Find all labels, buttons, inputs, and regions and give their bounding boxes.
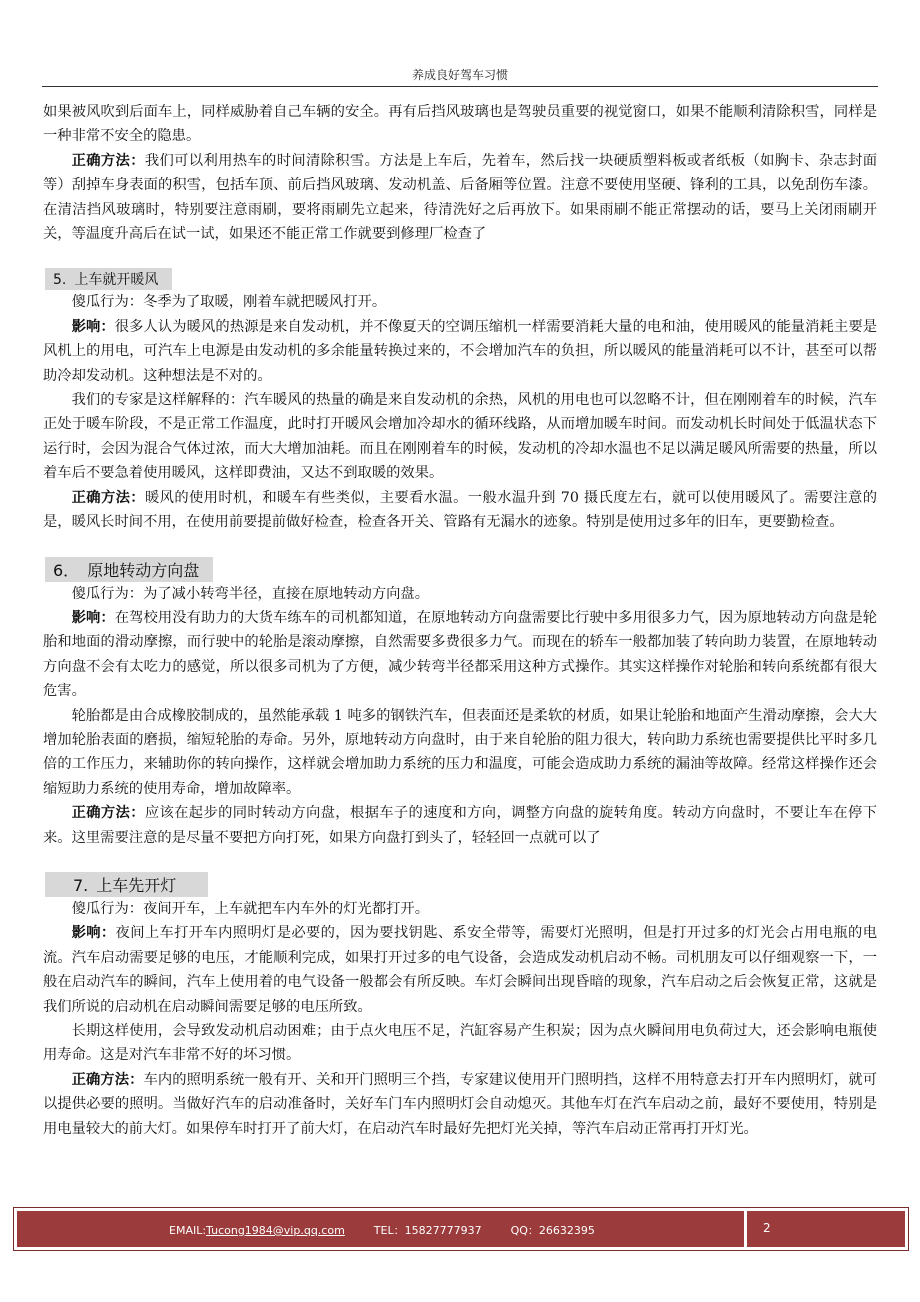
document-title: 养成良好驾车习惯: [411, 68, 508, 82]
intro-method-paragraph: [43, 149, 877, 247]
behavior-paragraph: 傻瓜行为：为了减小转弯半径，直接在原地转动方向盘。: [71, 585, 430, 602]
qq-number: QQ：26632395: [510, 1224, 595, 1237]
footer-bar: [17, 1211, 905, 1247]
page-header: [42, 66, 878, 87]
section-heading-6: [45, 557, 213, 582]
method-label: 正确方法：: [71, 805, 145, 822]
behavior-paragraph: 傻瓜行为：冬季为了取暖，刚着车就把暖风打开。: [71, 294, 387, 311]
behavior-paragraph: 傻瓜行为：夜间开车，上车就把车内车外的灯光都打开。: [71, 900, 430, 917]
impact-paragraph: [43, 921, 877, 1019]
method-label: 正确方法：: [71, 152, 145, 169]
method-label: 正确方法：: [71, 1071, 144, 1088]
email-link[interactable]: Tucong1984@vip.qq.com: [206, 1224, 345, 1237]
footer-divider: [744, 1211, 747, 1247]
section-heading-7: [45, 872, 208, 897]
section-heading-5: [45, 268, 172, 290]
method-paragraph: [43, 801, 877, 850]
impact-paragraph: [43, 315, 877, 388]
page-number: 2: [763, 1221, 771, 1235]
section-number: 7.: [73, 875, 89, 895]
impact-label: 影响：: [71, 318, 115, 335]
impact-label: 影响：: [71, 925, 116, 942]
phone-number: TEL：15827777937: [373, 1224, 482, 1237]
section-title: 上车就开暖风: [74, 272, 159, 289]
impact-text: 夜间上车打开车内照明灯是必要的，因为要找钥匙、系安全带等，需要灯光照明，但是打开过多的灯光会占用电瓶的电流。汽车启动需要足够的电压，才能顺利完成，如果打开过多的电气设备，会造成发动机启动不畅。司机朋友可以仔细观察一下，一般在启动汽车的瞬间，汽车上使用着的电气设备一般都会有所反映。车灯会瞬间出现昏暗的现象，汽车启动之后会恢复正常，这就是我们所说的启动机在启动瞬间需要足够的电压所致。: [43, 925, 877, 1015]
explanation-paragraph: 长期这样使用，会导致发动机启动困难；由于点火电压不足，汽缸容易产生积炭；因为点火瞬间用电负荷过大，还会影响电瓶使用寿命。这是对汽车非常不好的坏习惯。: [43, 1023, 877, 1064]
method-text: 我们可以利用热车的时间清除积雪。方法是上车后，先着车，然后找一块硬质塑料板或者纸板（如胸卡、杂志封面等）刮掉车身表面的积雪，包括车顶、前后挡风玻璃、发动机盖、后备厢等位置。注意不要使用坚硬、锋利的工具，以免刮伤车漆。在清洁挡风玻璃时，特别要注意雨刷，要将雨刷先立起来，待清洗好之后再放下。如果雨刷不能正常摆动的话，要马上关闭雨刷开关，等温度升高后在试一试，如果还不能正常工作就要到修理厂检查了: [43, 152, 878, 243]
impact-label: 影响：: [71, 609, 115, 626]
method-paragraph: [43, 486, 877, 535]
email-label: EMAIL:: [169, 1224, 207, 1237]
footer-contact-info: [169, 1222, 595, 1238]
impact-text: 很多人认为暖风的热源是来自发动机，并不像夏天的空调压缩机一样需要消耗大量的电和油，使用暖风的能量消耗主要是风机上的用电，可汽车上电源是由发动机的多余能量转换过来的，不会增加汽车的负担，所以暖风的能量消耗可以不计，甚至可以帮助冷却发动机。这种想法是不对的。: [43, 318, 877, 384]
section-number: 5.: [53, 272, 67, 289]
method-text: 车内的照明系统一般有开、关和开门照明三个挡，专家建议使用开门照明挡，这样不用特意去打开车内照明灯，就可以提供必要的照明。当做好汽车的启动准备时，关好车门车内照明灯会自动熄灭。其他车灯在汽车启动之前，最好不要使用，特别是用电量较大的前大灯。如果停车时打开了前大灯，在启动汽车时最好先把灯光关掉，等汽车启动正常再打开灯光。: [43, 1071, 877, 1137]
explanation-paragraph: 轮胎都是由合成橡胶制成的，虽然能承载 1 吨多的钢铁汽车，但表面还是柔软的材质，如果让轮胎和地面产生滑动摩擦，会大大增加轮胎表面的磨损，缩短轮胎的寿命。另外，原地转动方向盘时，由于来自轮胎的阻力很大，转向助力系统也需要提供比平时多几倍的工作压力，来辅助你的转向操作，这样就会增加助力系统的压力和温度，可能会造成助力系统的漏油等故障。经常这样操作还会缩短助力系统的使用寿命，增加故障率。: [43, 707, 877, 797]
method-text: 应该在起步的同时转动方向盘，根据车子的速度和方向，调整方向盘的旋转角度。转动方向盘时，不要让车在停下来。这里需要注意的是尽量不要把方向打死，如果方向盘打到头了，轻轻回一点就可以了: [43, 805, 878, 846]
intro-paragraph: 如果被风吹到后面车上，同样威胁着自己车辆的安全。再有后挡风玻璃也是驾驶员重要的视觉窗口，如果不能顺利清除积雪，同样是一种非常不安全的隐患。: [43, 104, 877, 145]
section-number: 6．: [53, 560, 80, 580]
document-body: [43, 100, 877, 1141]
impact-paragraph: [43, 606, 877, 704]
explanation-paragraph: 我们的专家是这样解释的：汽车暖风的热量的确是来自发动机的余热，风机的用电也可以忽略不计，但在刚刚着车的时候，汽车正处于暖车阶段，不是正常工作温度，此时打开暖风会增加冷却水的循环线路，从而增加暖车时间。而发动机长时间处于低温状态下运行时，会因为混合气体过浓，而大大增加油耗。而且在刚刚着车的时候，发动机的冷却水温也不足以满足暖风所需要的热量，所以着车后不要急着使用暖风，这样即费油，又达不到取暖的效果。: [43, 392, 877, 482]
method-paragraph: [43, 1068, 877, 1141]
section-title: 上车先开灯: [96, 875, 177, 895]
method-text: 暖风的使用时机，和暖车有些类似，主要看水温。一般水温升到 70 摄氏度左右，就可以使用暖风了。需要注意的是，暖风长时间不用，在使用前要提前做好检查，检查各开关、管路有无漏水的迹象。特别是使用过多年的旧车，更要勤检查。: [43, 489, 877, 531]
impact-text: 在驾校用没有助力的大货车练车的司机都知道，在原地转动方向盘需要比行驶中多用很多力气，因为原地转动方向盘是轮胎和地面的滑动摩擦，而行驶中的轮胎是滚动摩擦，自然需要多费很多力气。而现在的轿车一般都加装了转向助力装置，在原地转动方向盘不会有太吃力的感觉，所以很多司机为了方便，减少转弯半径都采用这种方式操作。其实这样操作对轮胎和转向系统都有很大危害。: [43, 609, 877, 700]
section-title: 原地转动方向盘: [87, 560, 200, 580]
page-footer: [13, 1207, 909, 1251]
method-label: 正确方法：: [71, 489, 145, 506]
